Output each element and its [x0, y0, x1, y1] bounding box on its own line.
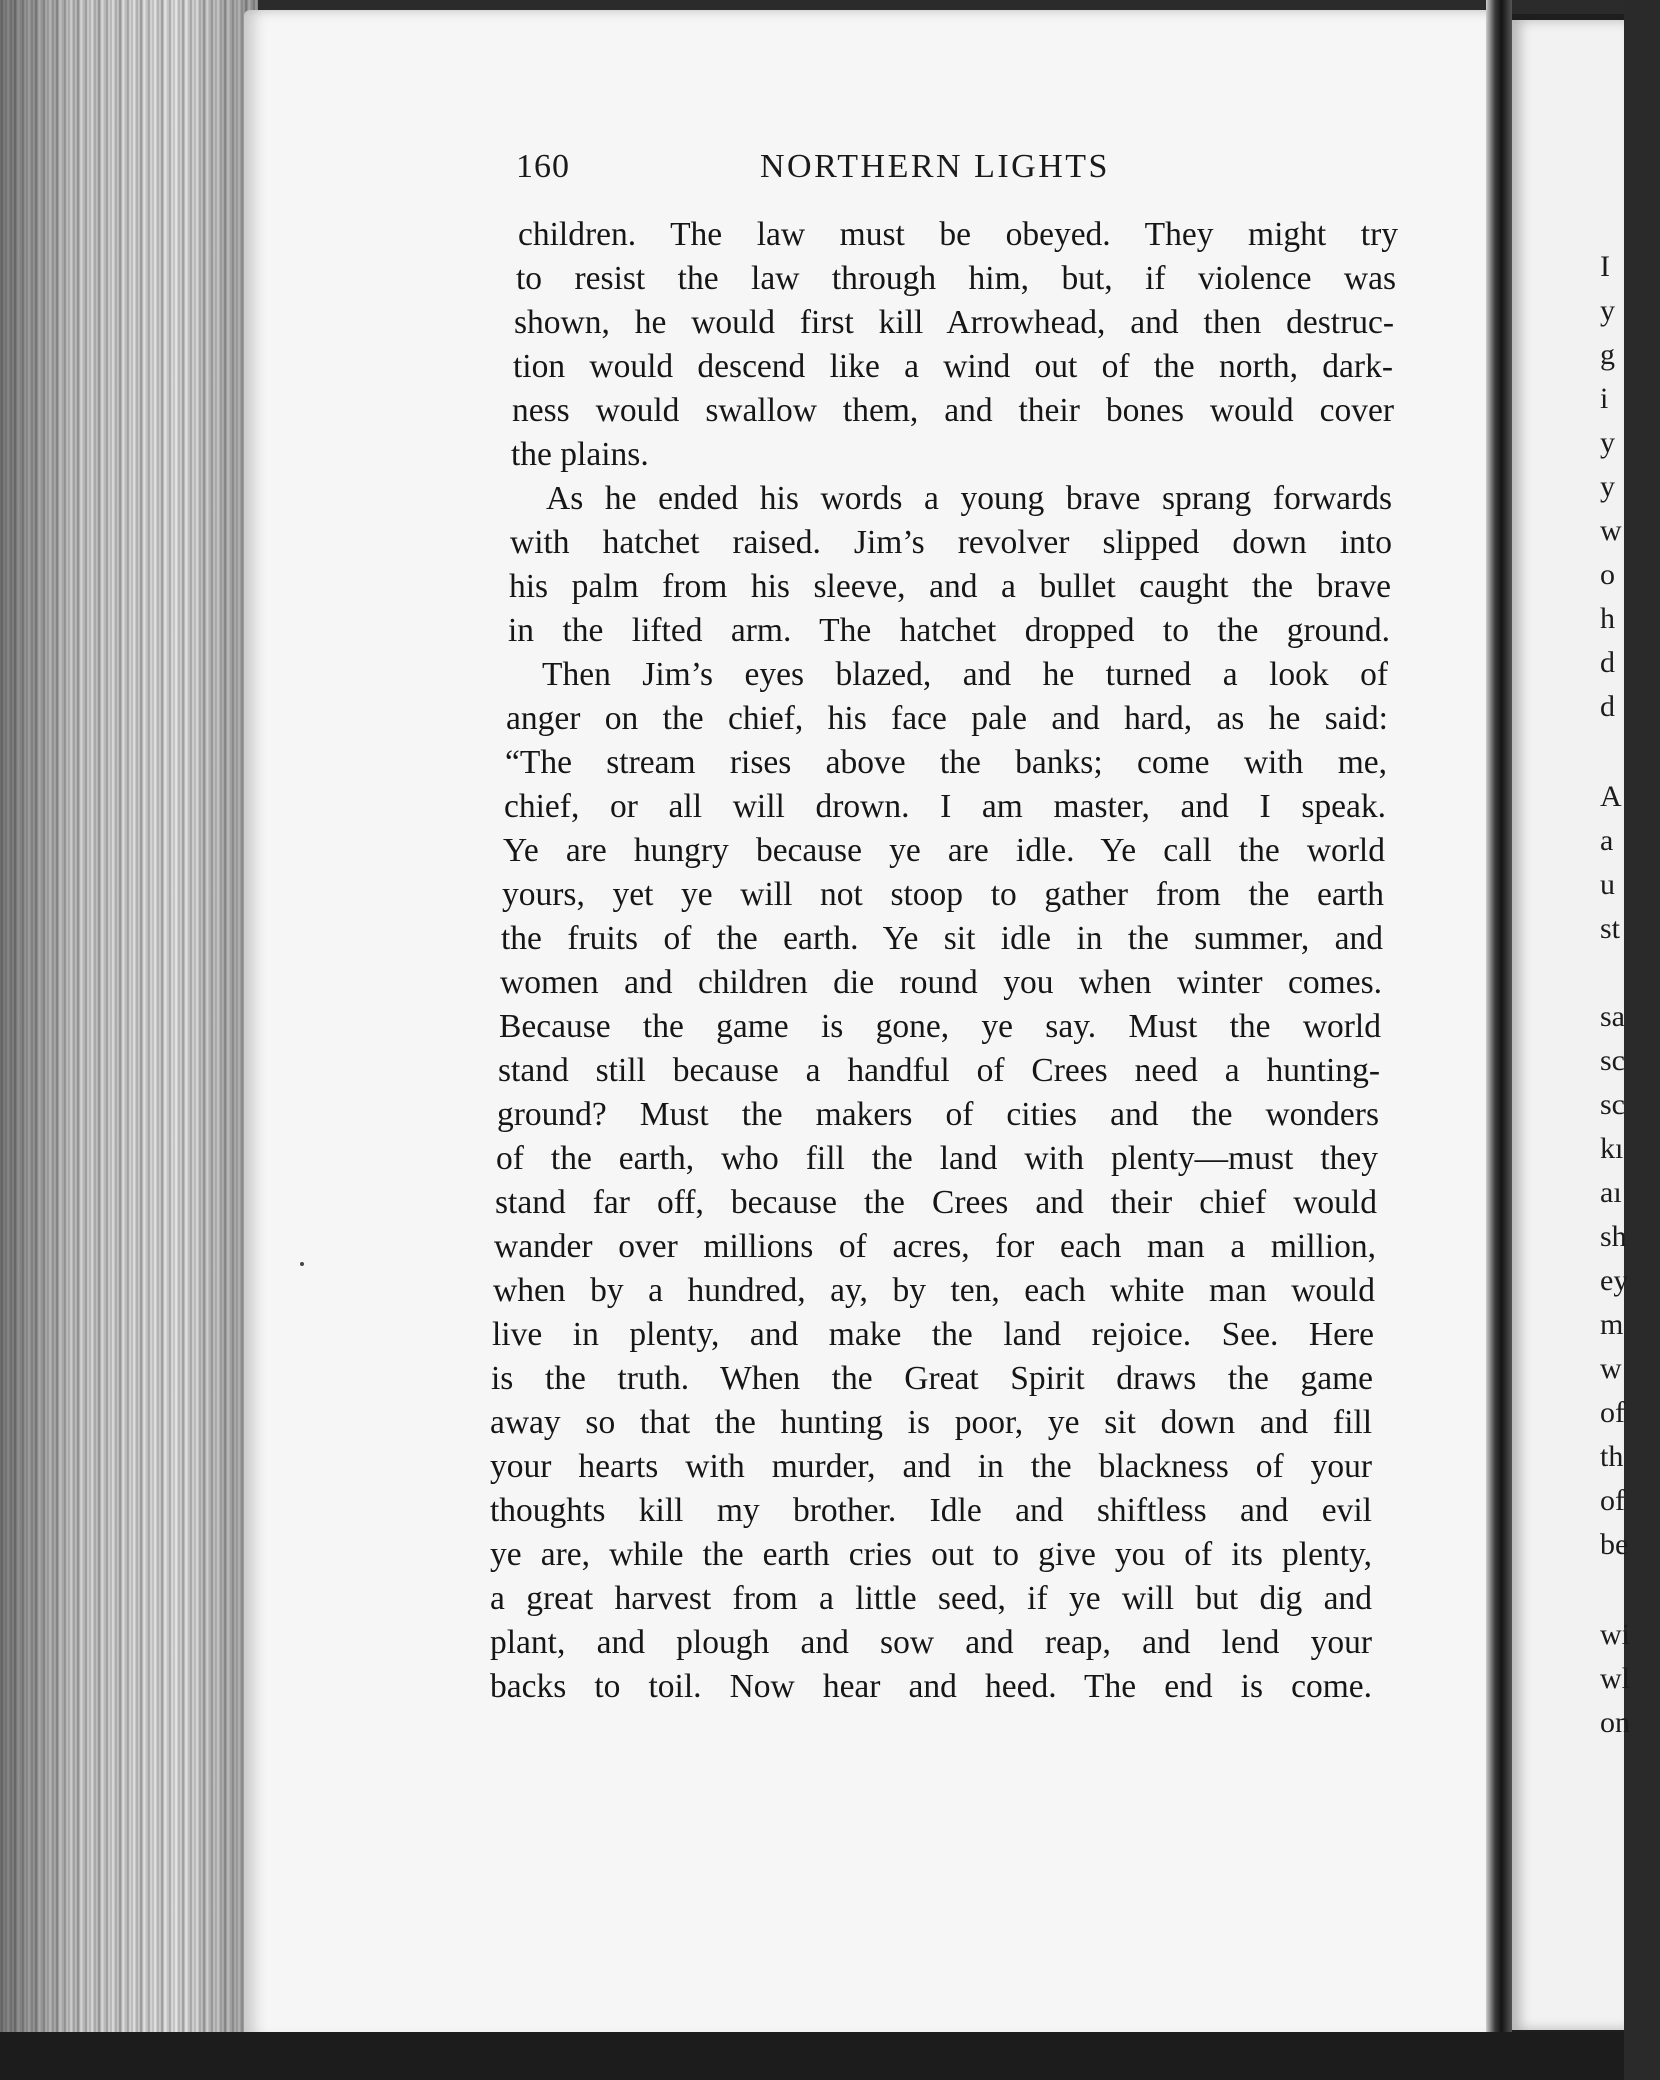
- running-title: NORTHERN LIGHTS: [760, 148, 1110, 185]
- facing-fragment: a: [1600, 824, 1614, 857]
- text-line: in the lifted arm. The hatchet dropped to the ground.: [508, 612, 1390, 649]
- text-line: ye are, while the earth cries out to give you of its plenty,: [490, 1536, 1372, 1573]
- text-line: to resist the law through him, but, if violence was: [516, 260, 1396, 297]
- text-line: “The stream rises above the banks; come with me,: [505, 744, 1387, 781]
- facing-fragment: wl: [1600, 1662, 1630, 1695]
- right-page: [1512, 20, 1630, 2030]
- text-line: of the earth, who fill the land with plenty—must they: [496, 1140, 1378, 1177]
- text-line: a great harvest from a little seed, if ye will but dig and: [490, 1580, 1372, 1617]
- facing-fragment: y: [1600, 294, 1615, 327]
- facing-fragment: aı: [1600, 1176, 1622, 1209]
- facing-fragment: i: [1600, 382, 1609, 415]
- facing-fragment: sa: [1600, 1000, 1625, 1033]
- facing-fragment: A: [1600, 780, 1622, 813]
- text-line: the plains.: [511, 436, 649, 473]
- text-line: the fruits of the earth. Ye sit idle in the summer, and: [501, 920, 1383, 957]
- text-line: stand far off, because the Crees and their chief would: [495, 1184, 1377, 1221]
- facing-fragment: w: [1600, 1352, 1622, 1385]
- text-line: Then Jim’s eyes blazed, and he turned a look of: [542, 656, 1388, 693]
- text-line: with hatchet raised. Jim’s revolver slipped down into: [510, 524, 1392, 561]
- text-line: As he ended his words a young brave sprang forwards: [546, 480, 1392, 517]
- facing-fragment: of: [1600, 1396, 1625, 1429]
- facing-fragment: sh: [1600, 1220, 1627, 1253]
- facing-fragment: sc: [1600, 1044, 1625, 1077]
- facing-fragment: o: [1600, 558, 1615, 591]
- text-line: backs to toil. Now hear and heed. The end is come.: [490, 1668, 1372, 1705]
- text-line: plant, and plough and sow and reap, and lend your: [490, 1624, 1372, 1661]
- text-line: ness would swallow them, and their bones would cover: [512, 392, 1394, 429]
- text-line: wander over millions of acres, for each man a million,: [494, 1228, 1376, 1265]
- text-line: shown, he would first kill Arrowhead, and then destruc-: [514, 304, 1394, 341]
- paper-speck: [300, 1262, 304, 1266]
- facing-fragment: y: [1600, 426, 1615, 459]
- text-line: women and children die round you when winter comes.: [500, 964, 1382, 1001]
- text-line: Because the game is gone, ye say. Must the world: [499, 1008, 1381, 1045]
- text-line: Ye are hungry because ye are idle. Ye call the world: [503, 832, 1385, 869]
- text-line: chief, or all will drown. I am master, and I speak.: [504, 788, 1386, 825]
- text-line: tion would descend like a wind out of the north, dark-: [513, 348, 1393, 385]
- scan-bottom-border: [0, 2032, 1624, 2080]
- page-fore-edge: [0, 0, 258, 2080]
- text-line: stand still because a handful of Crees need a hunting-: [498, 1052, 1380, 1089]
- facing-fragment: h: [1600, 602, 1615, 635]
- facing-fragment: u: [1600, 868, 1615, 901]
- facing-fragment: d: [1600, 690, 1615, 723]
- text-line: when by a hundred, ay, by ten, each white man would: [493, 1272, 1375, 1309]
- facing-fragment: w: [1600, 514, 1622, 547]
- text-line: anger on the chief, his face pale and hard, as he said:: [506, 700, 1388, 737]
- facing-fragment: g: [1600, 338, 1615, 371]
- facing-fragment: be: [1600, 1528, 1629, 1561]
- facing-fragment: of: [1600, 1484, 1625, 1517]
- facing-fragment: I: [1600, 250, 1610, 283]
- facing-fragment: wi: [1600, 1618, 1630, 1651]
- running-head: [516, 148, 1164, 192]
- text-line: away so that the hunting is poor, ye sit down and fill: [490, 1404, 1372, 1441]
- left-page: [244, 10, 1494, 2040]
- book-gutter: [1486, 0, 1512, 2080]
- text-line: children. The law must be obeyed. They might try: [518, 216, 1398, 253]
- facing-fragment: st: [1600, 912, 1621, 945]
- text-line: live in plenty, and make the land rejoice. See. Here: [492, 1316, 1374, 1353]
- facing-fragment: ey: [1600, 1264, 1629, 1297]
- facing-fragment: m: [1600, 1308, 1624, 1341]
- text-line: yours, yet ye will not stoop to gather from the earth: [502, 876, 1384, 913]
- page-number: 160: [516, 148, 570, 185]
- facing-fragment: y: [1600, 470, 1615, 503]
- text-line: his palm from his sleeve, and a bullet caught the brave: [509, 568, 1391, 605]
- facing-page-text: [1600, 20, 1660, 1920]
- facing-fragment: on: [1600, 1706, 1630, 1739]
- text-line: ground? Must the makers of cities and the wonders: [497, 1096, 1379, 1133]
- text-line: your hearts with murder, and in the blackness of your: [490, 1448, 1372, 1485]
- facing-fragment: th: [1600, 1440, 1624, 1473]
- text-line: thoughts kill my brother. Idle and shiftless and evil: [490, 1492, 1372, 1529]
- text-line: is the truth. When the Great Spirit draws the game: [491, 1360, 1373, 1397]
- facing-fragment: kı: [1600, 1132, 1624, 1165]
- facing-fragment: sc: [1600, 1088, 1625, 1121]
- facing-fragment: d: [1600, 646, 1615, 679]
